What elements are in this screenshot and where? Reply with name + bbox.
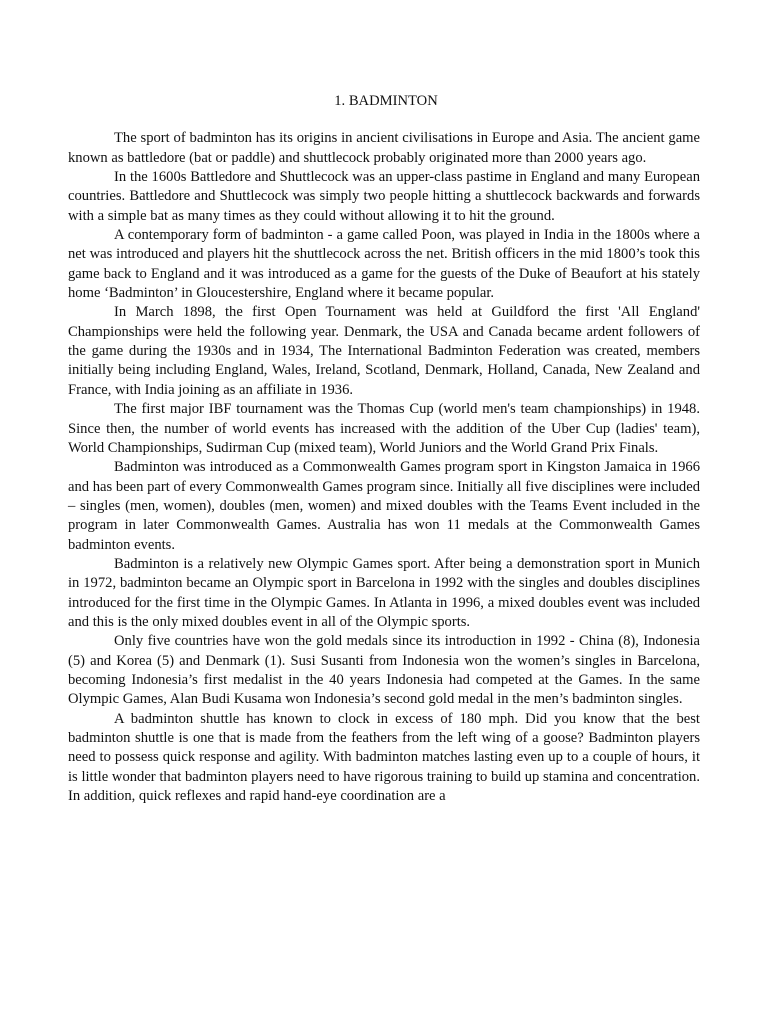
paragraph-shuttle-speed: A badminton shuttle has known to clock in excess of 180 mph. Did you know that the best badminton shuttle is one that is made from the feathers from the left wing of a goose? Badminton players need to possess quick response and agility. With badminton matches lasting even up to a couple of hours, it is little wonder that badminton players need to have rigorous training to build up stamina and concentration. In addition, quick reflexes and rapid hand-eye coordination are a — [68, 710, 700, 805]
document-page — [68, 92, 700, 806]
paragraph-poon: A contemporary form of badminton - a game called Poon, was played in India in the 1800s where a net was introduced and players hit the shuttlecock across the net. British officers in the mid 1800’s took this game back to England and it was introduced as a game for the guests of the Duke of Beaufort at his stately home ‘Badminton’ in Gloucestershire, England where it became popular. — [68, 227, 700, 302]
paragraph-all-england: In March 1898, the first Open Tournament was held at Guildford the first 'All England' Championships were held the following year. Denmark, the USA and Canada became ardent followers of the game during the 1930s and in 1934, The International Badminton Federation was created, members initially being including England, Wales, Ireland, Scotland, Denmark, Holland, Canada, New Zealand and France, with India joining as an affiliate in 1936. — [68, 304, 700, 398]
page-title: 1. BADMINTON — [334, 93, 438, 109]
paragraph-commonwealth: Badminton was introduced as a Commonwealth Games program sport in Kingston Jamaica in 1966 and has been part of every Commonwealth Games program since. Initially all five disciplines were included – singles (men, women), doubles (men, women) and mixed doubles with the Teams Event included in the program in later Commonwealth Games. Australia has won 11 medals at the Commonwealth Games badminton events. — [68, 459, 700, 553]
paragraph-olympic: Badminton is a relatively new Olympic Games sport. After being a demonstration sport in Munich in 1972, badminton became an Olympic sport in Barcelona in 1992 with the singles and doubles disciplines introduced for the first time in the Olympic Games. In Atlanta in 1996, a mixed doubles event was included and this is the only mixed doubles event in all of the Olympic sports. — [68, 555, 700, 630]
paragraph-1600s: In the 1600s Battledore and Shuttlecock was an upper-class pastime in England and many European countries. Battledore and Shuttlecock was simply two people hitting a shuttlecock backwards and forwards with a simple bat as many times as they could without allowing it to hit the ground. — [68, 169, 700, 224]
paragraph-gold-medals: Only five countries have won the gold medals since its introduction in 1992 - China (8), Indonesia (5) and Korea (5) and Denmark (1). Susi Susanti from Indonesia won the women’s singles in Barcelona, becoming Indonesia’s first medalist in the 40 years Indonesia had competed at the Games. In the same Olympic Games, Alan Budi Kusama won Indonesia’s second gold medal in the men’s badminton singles. — [68, 633, 700, 708]
paragraph-thomas-cup: The first major IBF tournament was the Thomas Cup (world men's team championships) in 1948. Since then, the number of world events has increased with the addition of the Uber Cup (ladies' team), World Championships, Sudirman Cup (mixed team), World Juniors and the World Grand Prix Finals. — [68, 401, 700, 456]
paragraph-origins: The sport of badminton has its origins in ancient civilisations in Europe and Asia. The ancient game known as battledore (bat or paddle) and shuttlecock probably originated more than 2000 years ago. — [68, 130, 700, 166]
